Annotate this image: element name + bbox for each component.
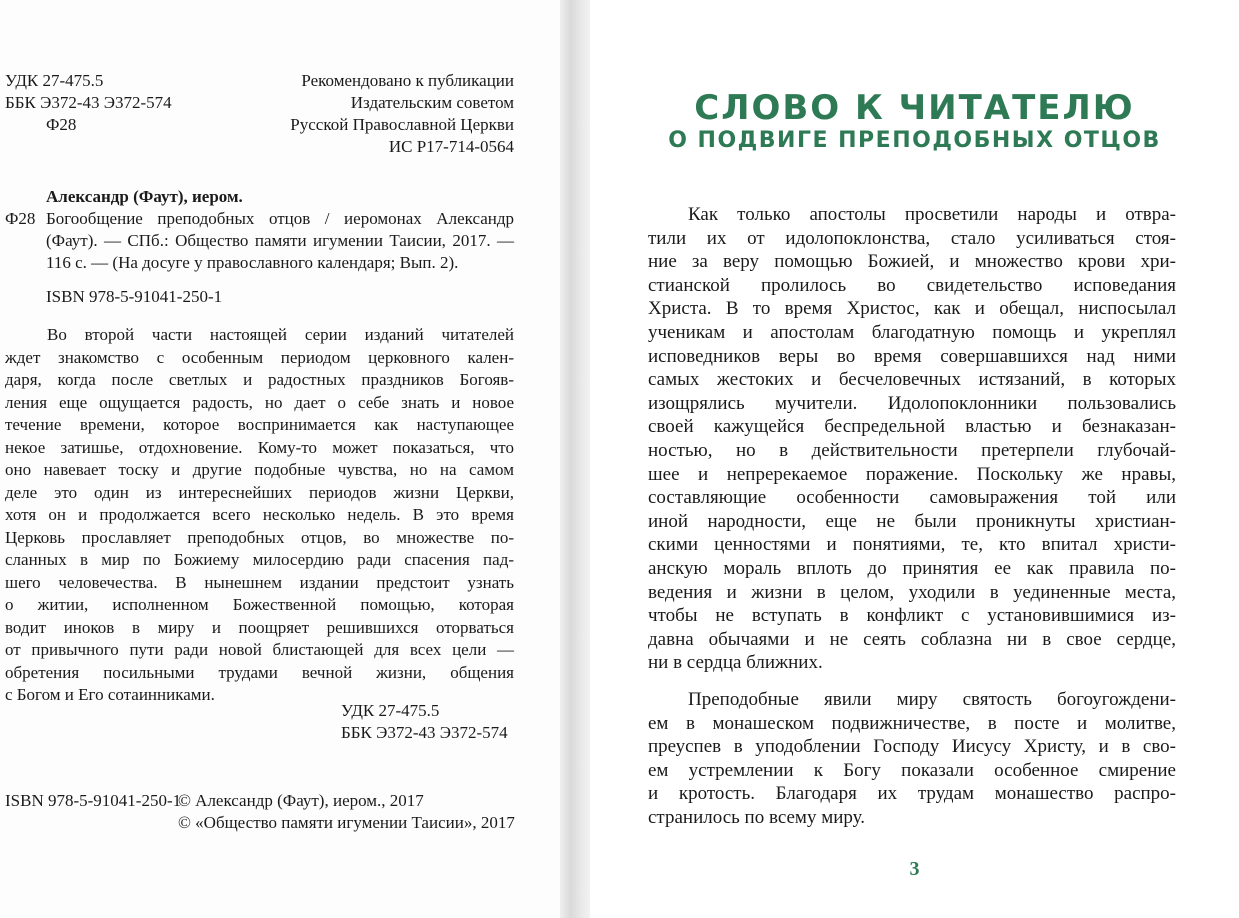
body-line: преуспев в уподоблении Господу Иисусу Христу, и в сво- (648, 736, 1176, 758)
body-line: и кротость. Благодаря их трудам монашество распро- (648, 783, 1176, 805)
body-line: давна обычаями и не сеять соблазна ни в свое сердце, (648, 628, 1176, 650)
abstract-line: от привычного пути ради новой блистающей для всех цели — (5, 640, 514, 659)
body-line: странилось по всему миру. (648, 807, 865, 828)
abstract-line: ления еще ощущается радость, но дает о себе знать и новое (5, 392, 514, 412)
recommended-line: Рекомендовано к публикации (301, 71, 514, 90)
body-line: шее и непререкаемое поражение. Поскольку же нравы, (648, 463, 1176, 485)
abstract-line: о житии, исполненном Божественной помощью, которая (5, 595, 514, 614)
copyright-line: © Александр (Фаут), иером., 2017 (178, 791, 424, 810)
abstract-line: шего человечества. В нынешнем издании предстоит узнать (5, 572, 514, 592)
body-line: иной народности, еще не были проникнуты христиан- (648, 510, 1176, 532)
body-line: ем устремлении к Богу показали особенное смирение (648, 759, 1176, 781)
recommended-line: Издательским советом (350, 93, 514, 112)
bbk-bottom: ББК Э372-43 Э372-574 (341, 723, 508, 742)
abstract-line: деле это один из интереснейших периодов жизни Церкви, (5, 482, 514, 502)
body-line: Преподобные явили миру святость богоугождени- (688, 689, 1176, 710)
publication-code: ИС Р17-714-0564 (388, 137, 514, 156)
abstract-line: течение времени, которое воспринимается как наступающее (5, 415, 514, 434)
body-line: ностью, но в действительности претерпели глубочай- (648, 440, 1176, 461)
chapter-subtitle: О ПОДВИГЕ ПРЕПОДОБНЫХ ОТЦОВ (668, 128, 1161, 153)
body-line: Как только апостолы просветили народы и отвра- (688, 204, 1176, 225)
body-line: составляющие особенности самовыражения той или (648, 487, 1176, 509)
abstract-line: даря, когда после светлых и радостных праздников Богояв- (5, 370, 514, 389)
body-line: исповедников веры во время совершавшихся над ними (648, 345, 1176, 367)
udk-bottom: УДК 27-475.5 (341, 701, 440, 720)
body-line: ни в сердца ближних. (648, 652, 823, 674)
abstract-line: обретения посильными трудами вечной жизни, общения (5, 662, 514, 682)
bib-line: Богообщение преподобных отцов / иеромонах Александр (46, 209, 514, 228)
body-line: ведения и жизни в целом, уходили в уединенные места, (648, 581, 1176, 603)
bib-line: (Фаут). — СПб.: Общество памяти игумении Таисии, 2017. — (46, 231, 514, 250)
abstract-line: сланных в мир по Божиему милосердию ради спасения пад- (5, 550, 514, 569)
chapter-title: СЛОВО К ЧИТАТЕЛЮ (694, 88, 1135, 128)
body-line: стианской пролилось во свидетельство исповедания (648, 274, 1176, 296)
abstract-line: водит иноков в миру и поощряет решившихся оторваться (5, 617, 514, 637)
abstract-line: Церковь прославляет преподобных отцов, во множестве по- (5, 527, 514, 547)
body-line: скими ценностями и понятиями, те, кто впитал христи- (648, 534, 1176, 556)
right-page (590, 0, 1239, 918)
bbk-code: ББК Э372-43 Э372-574 (5, 93, 172, 112)
author-mark: Ф28 (46, 115, 77, 134)
body-line: ученикам и апостолам благодатную помощь и укреплял (648, 322, 1176, 343)
body-line: ем в монашеском подвижничестве, в посте и молитве, (648, 712, 1176, 734)
abstract-line: некое затишье, отдохновение. Кому-то может показаться, что (5, 437, 514, 457)
author-heading: Александр (Фаут), иером. (46, 187, 243, 206)
udk-code: УДК 27-475.5 (5, 71, 104, 90)
body-line: анскую мораль вплоть до принятия ее как правила по- (648, 558, 1176, 579)
body-line: своей кажущейся беспредельной властью и безнаказан- (648, 416, 1176, 438)
abstract-line: Во второй части настоящей серии изданий читателей (47, 325, 514, 344)
body-line: чтобы не вступать в конфликт с установившимися из- (648, 605, 1176, 627)
left-page (0, 0, 560, 918)
body-line: тили их от идолопоклонства, стало усиливаться стоя- (648, 227, 1176, 249)
copyright-line: © «Общество памяти игумении Таисии», 2017 (178, 813, 515, 832)
page-number: 3 (909, 858, 920, 880)
abstract-line: хотя он и продолжается всего несколько недель. В это время (5, 505, 514, 524)
body-line: ние за веру помощью Божией, и множество крови хри- (648, 251, 1176, 273)
abstract-line: оно навевает тоску и другие подобные чувства, но на самом (5, 460, 514, 479)
catalog-code: Ф28 (5, 209, 36, 228)
recommended-line: Русской Православной Церкви (290, 115, 514, 134)
abstract-line: с Богом и Его сотаинниками. (5, 685, 215, 704)
body-line: самых жестоких и бесчеловечных истязаний, в которых (648, 369, 1176, 391)
body-line: Христа. В то время Христос, как и обещал, ниспосылал (648, 298, 1176, 320)
isbn: ISBN 978-5-91041-250-1 (46, 287, 223, 306)
isbn-bottom: ISBN 978-5-91041-250-1 (5, 791, 182, 810)
abstract-line: ждет знакомство с особенным периодом церковного кален- (5, 347, 514, 367)
bib-line: 116 с. — (На досуге у православного календаря; Вып. 2). (46, 253, 459, 272)
body-line: изощрялись мучители. Идолопоклонники пользовались (648, 392, 1176, 414)
